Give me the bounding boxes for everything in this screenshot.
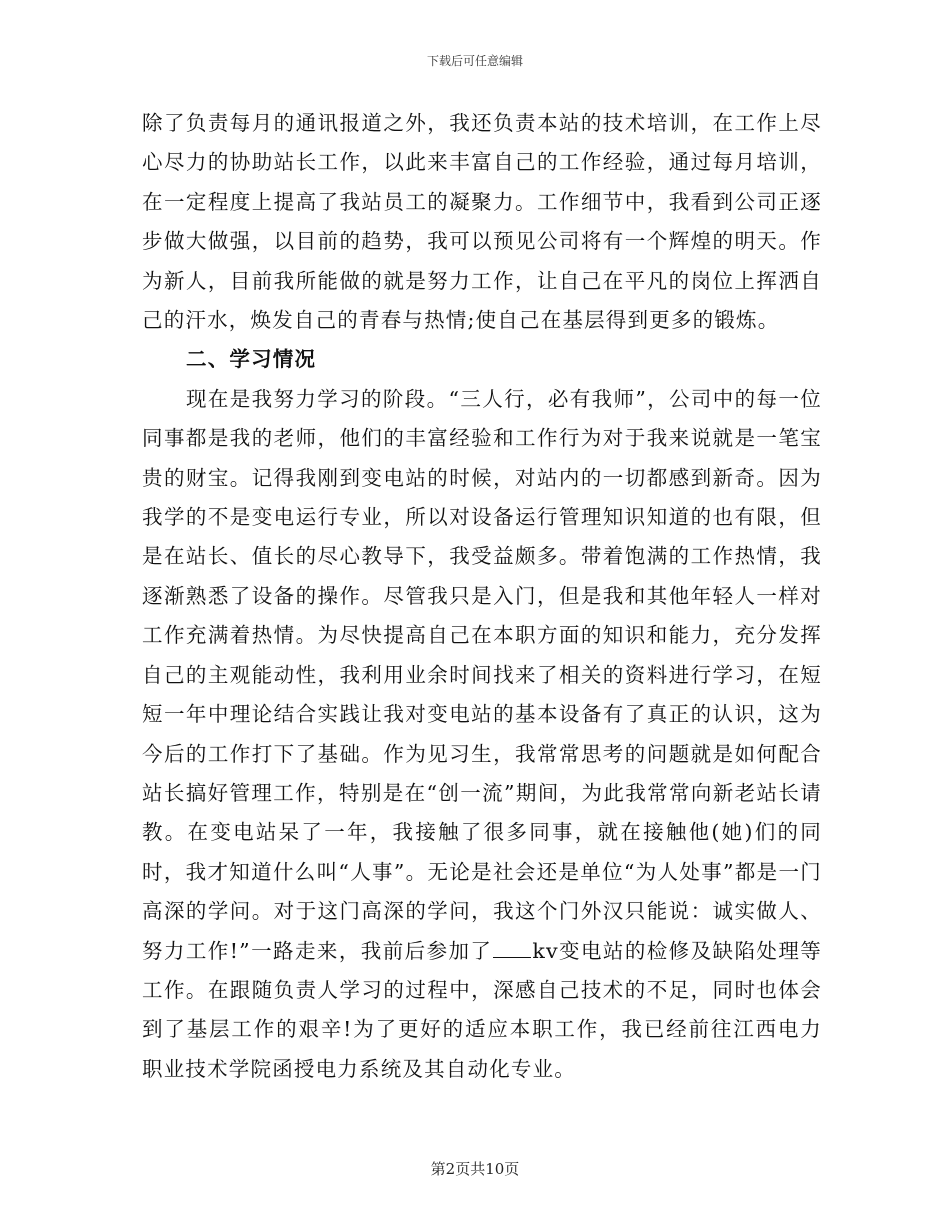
paragraph-study-situation xyxy=(142,380,822,1089)
page-header-note: 下载后可任意编辑 xyxy=(426,54,523,68)
document-body xyxy=(142,104,822,1089)
fill-in-blank xyxy=(493,939,531,958)
section-heading-study: 二、学习情况 xyxy=(186,347,317,372)
paragraph-work-summary: 除了负责每月的通讯报道之外，我还负责本站的技术培训，在工作上尽心尽力的协助站长工作，以此来丰富自己的工作经验，通过每月培训，在一定程度上提高了我站员工的凝聚力。工作细节中，我看到公司正逐步做大做强，以目前的趋势，我可以预见公司将有一个辉煌的明天。作为新人，目前我所能做的就是努力工作，让自己在平凡的岗位上挥洒自己的汗水，焕发自己的青春与热情;使自己在基层得到更多的锻炼。 xyxy=(142,111,822,333)
page-number-footer: 第2页共10页 xyxy=(430,1160,520,1178)
paragraph-study-text-part2: kv变电站的检修及缺陷处理等工作。在跟随负责人学习的过程中，深感自己技术的不足，同时也体会到了基层工作的艰辛!为了更好的适应本职工作，我已经前往江西电力职业技术学院函授电力系统及其自动化专业。 xyxy=(142,938,822,1081)
paragraph-study-text-part1: 现在是我努力学习的阶段。“三人行，必有我师”，公司中的每一位同事都是我的老师，他们的丰富经验和工作行为对于我来说就是一笔宝贵的财宝。记得我刚到变电站的时候，对站内的一切都感到新奇。因为我学的不是变电运行专业，所以对设备运行管理知识知道的也有限，但是在站长、值长的尽心教导下，我受益颇多。带着饱满的工作热情，我逐渐熟悉了设备的操作。尽管我只是入门，但是我和其他年轻人一样对工作充满着热情。为尽快提高自己在本职方面的知识和能力，充分发挥自己的主观能动性，我利用业余时间找来了相关的资料进行学习，在短短一年中理论结合实践让我对变电站的基本设备有了真正的认识，这为今后的工作打下了基础。作为见习生，我常常思考的问题就是如何配合站长搞好管理工作，特别是在“创一流”期间，为此我常常向新老站长请教。在变电站呆了一年，我接触了很多同事，就在接触他(她)们的同时，我才知道什么叫“人事”。无论是社会还是单位“为人处事”都是一门高深的学问。对于这门高深的学问，我这个门外汉只能说：诚实做人、努力工作!”一路走来，我前后参加了 xyxy=(142,386,822,963)
